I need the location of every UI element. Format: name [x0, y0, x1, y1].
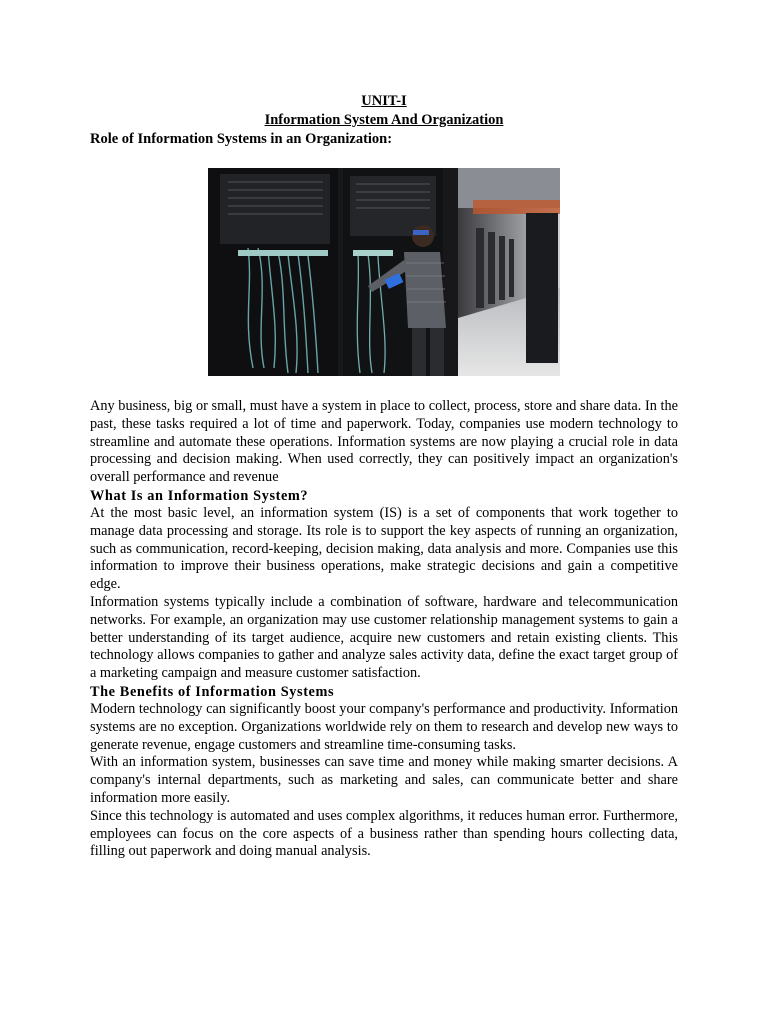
server-room-photo	[208, 168, 560, 376]
unit-heading: UNIT-I	[361, 93, 407, 109]
paragraph-intro: Any business, big or small, must have a system in place to collect, process, store and share data. In the past, these tasks required a lot of time and paperwork. Today, companies use modern technology to streamline and automate these operations. Information systems are now playing a crucial role in data processing and decision making. When used correctly, they can positively impact an organization's overall performance and revenue	[90, 398, 678, 486]
paragraph-benefits-2: With an information system, businesses can save time and money while making smarter decisions. A company's internal departments, such as marketing and sales, can communicate better and share information more easily.	[90, 754, 678, 806]
section-heading-role: Role of Information Systems in an Organization:	[90, 131, 393, 147]
body-text	[90, 398, 678, 861]
page-title: Information System And Organization	[264, 112, 504, 128]
paragraph-benefits-1: Modern technology can significantly boost your company's performance and productivity. Information systems are no exception. Organizations worldwide rely on them to research and develop new ways to generate revenue, engage customers and streamline time-consuming tasks.	[90, 700, 678, 753]
server-room-illustration	[208, 168, 560, 376]
paragraph-what-2: Information systems typically include a combination of software, hardware and telecommunication networks. For example, an organization may use customer relationship management systems to gain a better understanding of its target audience, acquire new customers and retain existing clients. This technology allows companies to gather and analyze sales activity data, define the exact target group of a marketing campaign and measure customer satisfaction.	[90, 593, 678, 682]
section-heading-benefits: The Benefits of Information Systems	[90, 683, 335, 700]
paragraph-what-1: At the most basic level, an information system (IS) is a set of components that work together to manage data processing and storage. Its role is to support the key aspects of running an organization, such as communication, record-keeping, decision making, data analysis and more. Companies use this information to improve their business operations, make strategic decisions and gain a competitive edge.	[90, 504, 678, 593]
paragraph-benefits-3: Since this technology is automated and uses complex algorithms, it reduces human error. Furthermore, employees can focus on the core aspects of a business rather than spending hours collecting data, filling out paperwork and doing manual analysis.	[90, 807, 678, 860]
section-heading-what: What Is an Information System?	[90, 487, 309, 504]
